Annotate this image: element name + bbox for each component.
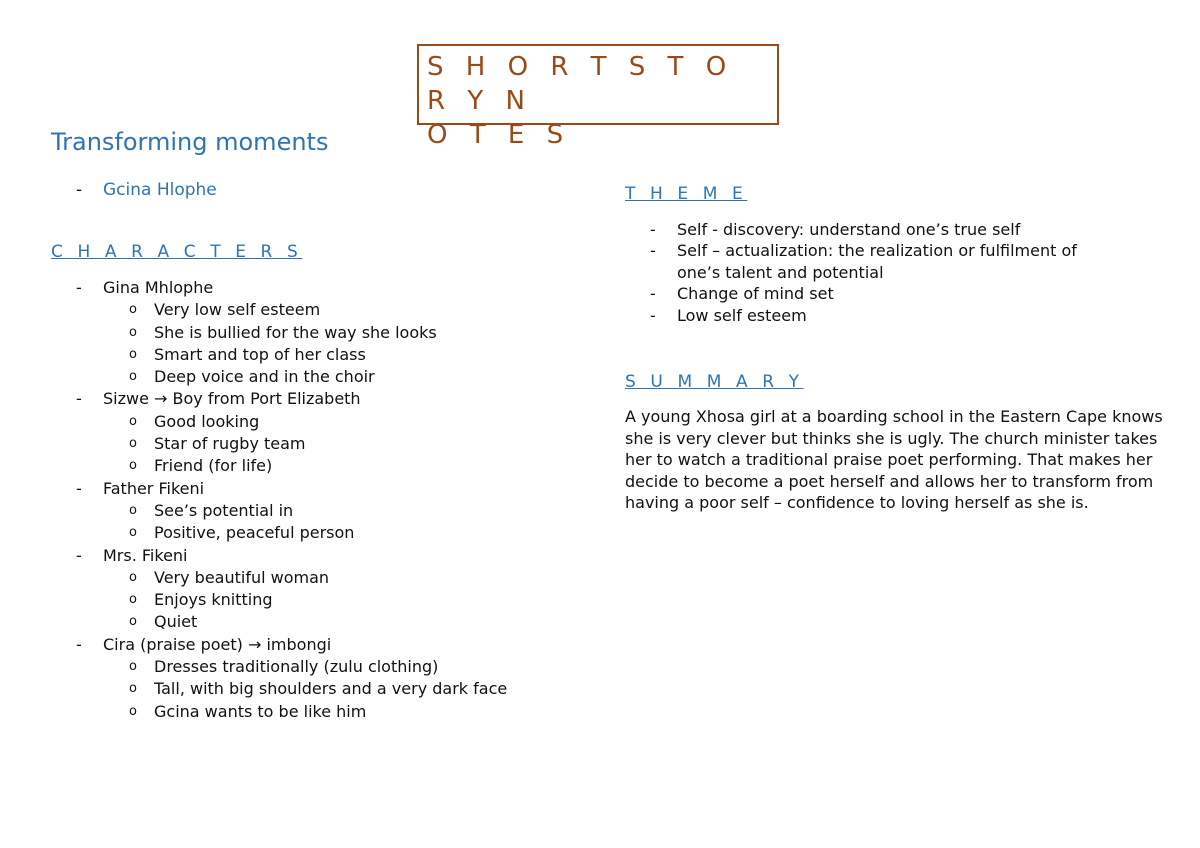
theme-item [650, 219, 1120, 240]
summary-text: A young Xhosa girl at a boarding school in the Eastern Cape knows she is very clever but thinks she is ugly. The church minister takes her to watch a traditional praise poet performing. That makes her decide to become a poet herself and allows her to transform from having a poor self – confidence to loving herself as she is. [625, 407, 1163, 513]
characters-heading: C H A R A C T E R S [51, 242, 303, 262]
character-name: Sizwe → Boy from Port Elizabeth [103, 389, 361, 409]
character-detail [76, 500, 596, 522]
theme-item [650, 305, 1120, 326]
theme-text: Self – actualization: the realization or fulfilment of one’s talent and potential [677, 241, 1077, 282]
list-dash: - [76, 545, 82, 565]
author-line [76, 180, 217, 200]
detail-text: Good looking [154, 411, 260, 431]
list-dash: - [76, 389, 82, 409]
author-dash: - [76, 180, 83, 200]
sub-bullet: o [129, 681, 137, 697]
character-name: Gina Mhlophe [103, 278, 214, 297]
character-detail [76, 522, 596, 544]
detail-text: She is bullied for the way she looks [154, 322, 437, 342]
list-dash: - [650, 284, 656, 304]
sub-bullet: o [129, 346, 137, 362]
author-name: Gcina Hlophe [103, 180, 217, 200]
character-detail [76, 701, 596, 723]
detail-text: Enjoys knitting [154, 590, 273, 610]
detail-text: See’s potential in [154, 500, 294, 520]
character-detail [76, 366, 596, 388]
character-item [76, 634, 596, 656]
list-dash: - [650, 220, 656, 239]
sub-bullet: o [129, 458, 137, 474]
title-line-2: O T E S [427, 120, 571, 150]
document-title [417, 44, 779, 150]
detail-text: Tall, with big shoulders and a very dark face [154, 679, 508, 699]
character-detail [76, 611, 596, 633]
sub-bullet: o [129, 592, 137, 608]
theme-heading: T H E M E [625, 184, 748, 204]
character-detail [76, 344, 596, 366]
detail-text: Gcina wants to be like him [154, 701, 367, 721]
theme-item [650, 240, 1120, 283]
detail-text: Positive, peaceful person [154, 523, 355, 543]
sub-bullet: o [129, 502, 137, 518]
character-detail [76, 567, 596, 589]
character-detail [76, 656, 596, 678]
title-line-1: S H O R T S T O R Y N [427, 52, 734, 116]
theme-text: Low self esteem [677, 305, 807, 325]
detail-text: Dresses traditionally (zulu clothing) [154, 657, 439, 677]
character-item [76, 545, 596, 567]
characters-list [76, 277, 596, 723]
character-detail [76, 411, 596, 433]
character-item [76, 277, 596, 299]
detail-text: Smart and top of her class [154, 344, 366, 364]
list-dash: - [650, 305, 656, 325]
sub-bullet: o [129, 525, 137, 541]
sub-bullet: o [129, 569, 137, 585]
character-detail [76, 455, 596, 477]
detail-text: Very beautiful woman [154, 567, 330, 587]
detail-text: Deep voice and in the choir [154, 367, 375, 387]
list-dash: - [76, 278, 82, 297]
sub-bullet: o [129, 324, 137, 340]
theme-list [650, 219, 1120, 326]
theme-item [650, 283, 1120, 304]
character-name: Mrs. Fikeni [103, 545, 188, 565]
character-detail [76, 589, 596, 611]
character-name: Cira (praise poet) → imbongi [103, 634, 332, 654]
theme-text: Self - discovery: understand one’s true self [677, 220, 1021, 239]
list-dash: - [650, 241, 656, 261]
sub-bullet: o [129, 413, 137, 429]
character-detail [76, 299, 596, 321]
story-title: Transforming moments [51, 128, 329, 156]
sub-bullet: o [129, 614, 137, 630]
sub-bullet: o [129, 436, 137, 452]
character-item [76, 388, 596, 410]
detail-text: Very low self esteem [154, 300, 321, 320]
character-detail [76, 322, 596, 344]
list-dash: - [76, 478, 82, 498]
detail-text: Quiet [154, 612, 198, 632]
character-item [76, 478, 596, 500]
theme-text: Change of mind set [677, 284, 834, 304]
detail-text: Star of rugby team [154, 434, 306, 454]
summary-heading: S U M M A R Y [625, 372, 804, 392]
sub-bullet: o [129, 703, 137, 719]
sub-bullet: o [129, 659, 137, 675]
sub-bullet: o [129, 302, 137, 318]
detail-text: Friend (for life) [154, 456, 273, 476]
sub-bullet: o [129, 369, 137, 385]
character-detail [76, 433, 596, 455]
list-dash: - [76, 634, 82, 654]
character-name: Father Fikeni [103, 478, 205, 498]
character-detail [76, 678, 596, 700]
